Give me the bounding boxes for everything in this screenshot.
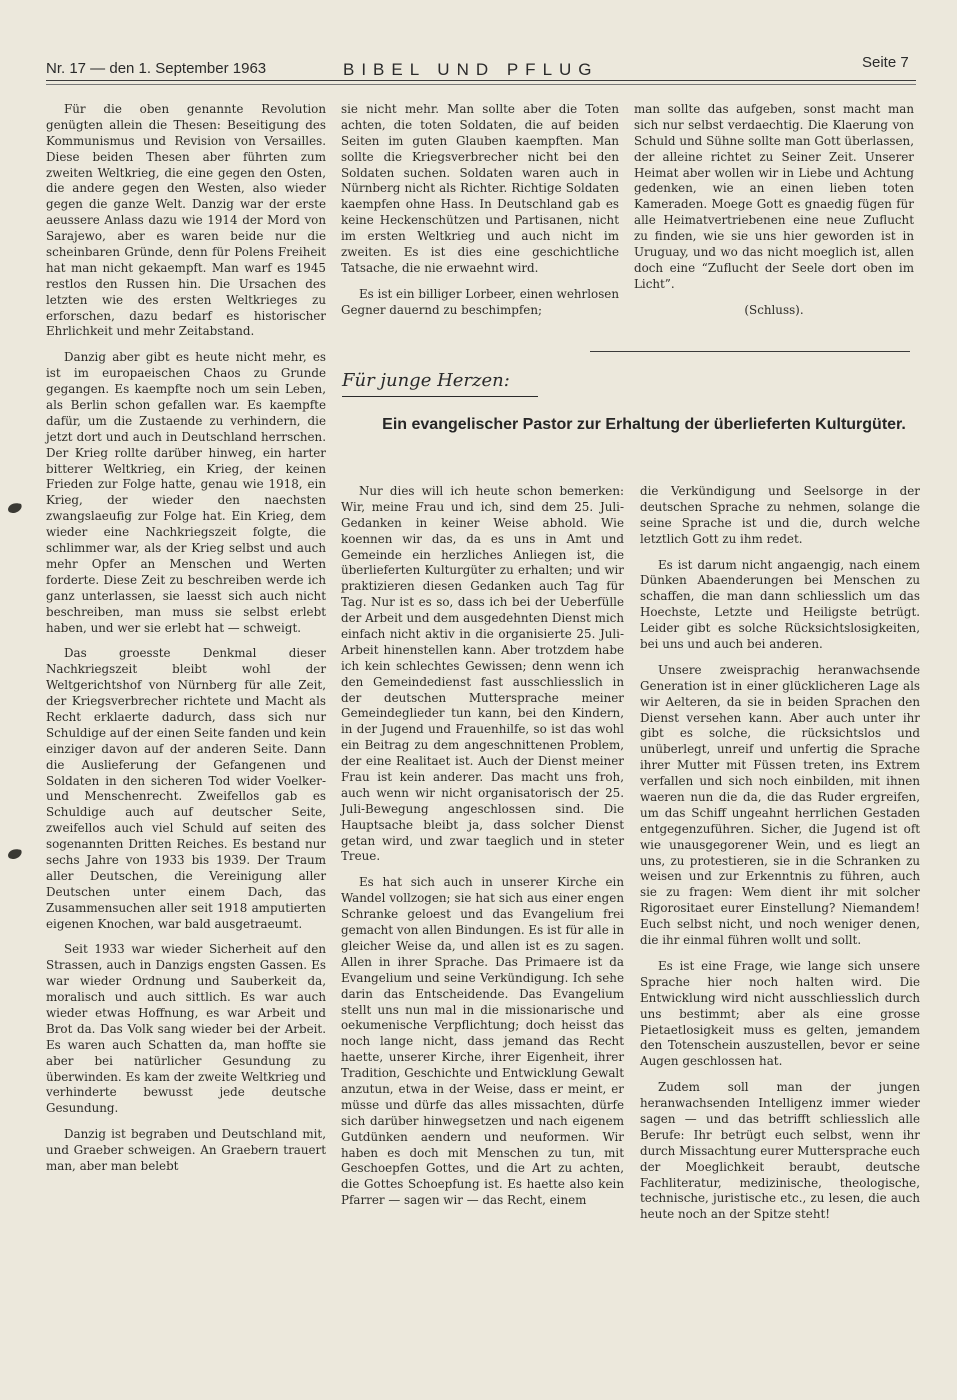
paragraph: Nur dies will ich heute schon bemerken: Wir, meine Frau und ich, sind dem 25. Juli-Gedanken in keiner Weise abhold. Wie koennen wir das, da es uns in Amt und Gemeinde ein herzliches Anliegen ist, die überlieferten Kulturgüter zu erhalten; und wir praktizieren diesen Gedanken auch Tag für Tag. Nur ist es so, dass ich bei der Ueberfülle der Arbeit und dem ausgedehnten Dienst mich einfach nicht aktiv in die organisierte 25. Juli-Arbeit hinenstellen kann. Aber trotzdem habe ich kein schlechtes Gewissen; denn wenn ich den Gemeindedienst fast ausschliesslich in der deutschen Muttersprache meiner Gemeindeglieder tun kann, bei den Kindern, in der Jugend und Frauenhilfe, so ist das wohl ein Beitrag zu dem angeschnittenen Problem, der eine Realitaet ist. Auch der Dienst meiner Frau ist kein anderer. Das macht uns froh, auch wenn wir nicht organisatorisch der 25. Juli-Bewegung angeschlossen sind. Die Hauptsache bleibt ja, dass solcher Dienst getan wird, und zwar taeglich und in steter Treue.	[341, 484, 624, 864]
paragraph: Es ist ein billiger Lorbeer, einen wehrlosen Gegner dauernd zu beschimpfen;	[341, 286, 619, 317]
paragraph: die Verkündigung und Seelsorge in der deutschen Sprache zu nehmen, solange die seine Sprache ist und die, durch welche letztlich Gott zu ihm redet.	[640, 484, 920, 546]
article-column-5	[640, 484, 920, 1233]
header-rule-secondary	[46, 84, 916, 85]
section-separator	[590, 351, 910, 352]
issue-info: Nr. 17 — den 1. September 1963	[46, 60, 267, 77]
punch-hole-icon	[6, 500, 24, 516]
punch-hole-icon	[6, 846, 24, 862]
section-rubric: Für junge Herzen:	[342, 370, 510, 391]
masthead-title: BIBEL UND PFLUG	[343, 60, 599, 79]
rubric-underline	[342, 396, 538, 397]
paragraph: Es ist darum nicht angaengig, nach einem Dünken Abaenderungen bei Menschen zu schaffen, die man dann schliesslich um das Hoechste, Letzte und Heiligste betrügt. Leider gibt es solche Rücksichtslosigkeiten, bei uns und auch bei anderen.	[640, 557, 920, 652]
paragraph: Danzig ist begraben und Deutschland mit, und Graeber schweigen. An Graebern trauert man, aber man belebt	[46, 1127, 326, 1173]
paragraph: Es hat sich auch in unserer Kirche ein Wandel vollzogen; sie hat sich aus einer engen Schranke geloest und das Evangelium frei gemacht von allen Bindungen. Es ist für alle in gleicher Weise da, und allen ist es zu sagen. Allen in ihrer Sprache. Das Primaere ist da Evangelium und seine Verkündigung. Ich sehe darin das Entscheidende. Das Evangelium stellt uns nun mal in die missionarische und oekumenische Verpflichtung; doch heisst das noch lange nicht, dass jemand das Recht haette, unserer Kirche, ihrer Eigenheit, ihrer Tradition, Geschichte und Entwicklung Gewalt anzutun, etwa in der Weise, dass er meint, er müsse und dürfe das alles missachten, dürfe sich darüber hinwegsetzen und nach eigenem Gutdünken aendern und neuformen. Wir haben es doch mit Menschen zu tun, mit Geschoepfen Gottes, und die Art zu achten, die Gottes Schoepfung ist. Es haette also kein Pfarrer — sagen wir — das Recht, einem	[341, 875, 624, 1208]
article-column-2	[341, 102, 619, 329]
paragraph: man sollte das aufgeben, sonst macht man sich nur selbst verdaechtig. Die Klaerung von Schuld und Sühne sollte man Gott überlassen, der alleine richtet zu Seiner Zeit. Unserer Heimat aber wollen wir in Liebe und Achtung gedenken, wie an einen lieben toten Kameraden. Moege Gott es gnaedig fügen für alle Heimatvertriebenen eine neue Zuflucht zu finden, wie sie uns hier geworden ist in Uruguay, und wo das nicht moeglich ist, allen doch eine “Zuflucht der Seele dort oben im Licht”.	[634, 102, 914, 291]
article-column-4	[341, 484, 624, 1219]
article-column-3	[634, 102, 914, 319]
article-column-1	[46, 102, 326, 1185]
paragraph: Danzig aber gibt es heute nicht mehr, es ist im europaeischen Chaos zu Grunde gegangen. Es kaempfte noch um sein Leben, als Berlin schon gefallen war. Es kaempfte dafür, um die Zustaende zu verhindern, die jetzt dort und auch in Deutschland herrschen. Der Krieg rollte darüber hinweg, ein harter bitterer Weltkrieg, ein Krieg, der keinen Frieden zur Folge hatte, genau wie 1918, ein Krieg, der wieder den naechsten zwangslaeufig zur Folge hat. Ein Krieg, dem wieder eine Nachkriegszeit folgte, die schlimmer war, als der Krieg selbst und auch mehr Opfer an Menschen und Werten forderte. Diese Zeit zu beschreiben werde ich ganz unterlassen, sie laesst sich auch nicht beschreiben, man muss sie selbst erlebt haben, und wer sie erlebt hat — schweigt.	[46, 350, 326, 635]
article-headline: Ein evangelischer Pastor zur Erhaltung der überlieferten Kulturgüter.	[382, 416, 906, 433]
paragraph: Unsere zweisprachig heranwachsende Generation ist in einer glücklicheren Lage als wir Aelteren, da sie in beiden Sprachen den Dienst versehen kann. Aber auch unter ihr gibt es solche, die rücksichtslos und unüberlegt, unreif und unfertig die Sprache ihrer Mutter mit Füssen treten, ins Extrem verfallen und sich noch einbilden, mit ihnen waeren nun die da, die das Ruder ergreifen, um das Schiff ungeahnt herrlichen Gestaden entgegenzuführen. Sicher, die Jugend ist oft wie unausgegorener Wein, und es liegt an uns, zu protestieren, sie in die Schranken zu weisen und zur Erkenntnis zu führen, auch sie zu fragen: Wem dient ihr mit solcher Rigorositaet eurer Einstellung? Niemandem! Euch selbst nicht, und noch weniger denen, die ihr einmal führen wollt und sollt.	[640, 662, 920, 948]
paragraph: Seit 1933 war wieder Sicherheit auf den Strassen, auch in Danzigs engsten Gassen. Es war wieder Ordnung und Sauberkeit da, moralisch und auch sittlich. Es war auch wieder etwas Hoffnung, es war Arbeit und Brot da. Das Volk sang wieder bei der Arbeit. Es waren auch Schatten da, man hoffte sie aber bei natürlicher Gesundung zu überwinden. Es kam der zweite Weltkrieg und verhinderte bewusst jede deutsche Gesundung.	[46, 942, 326, 1116]
paragraph: Das groesste Denkmal dieser Nachkriegszeit bleibt wohl der Weltgerichtshof von Nürnberg für alle Zeit, der Kriegsverbrecher richtete und Macht als Recht erklaerte dadurch, dass sich nur Schuldige auf der einen Seite fanden und kein einziger davon auf der anderen Seite. Dann die Auslieferung der Gefangenen und Soldaten in den sicheren Tod wider Voelker- und Menschenrecht. Zweifellos gab es Schuldige auch auf deutscher Seite, zweifellos auch viel Schuld auf seiten des sogenannten Dritten Reiches. Es bestand nur sechs Jahre von 1933 bis 1939. Der Traum aller Deutschen, die Vereinigung aller Deutschen unter einem Dach, das Zusammensuchen aller seit 1918 amputierten eigenen Knochen, war bald ausgetraeumt.	[46, 646, 327, 931]
page-number: Seite 7	[862, 54, 909, 71]
paragraph: Für die oben genannte Revolution genügten allein die Thesen: Beseitigung des Kommunismus und Revision von Versailles. Diese beiden Thesen aber führten zum zweiten Weltkrieg, die eine gegen den Osten, die andere gegen den Westen, also wieder gegen die ganze Welt. Danzig war der erste aeussere Anlass dazu wie 1914 der Mord von Sarajewo, aber es waren beide nur die scheinbaren Gründe, denn für Polens Freiheit hat man nicht gekaempft. Man warf es 1945 restlos den Russen hin. Die Ursachen des letzten wie des ersten Weltkrieges zu erforschen, dazu bedarf es historischer Ehrlichkeit und mehr Zeitabstand.	[46, 102, 326, 339]
paragraph: Es ist eine Frage, wie lange sich unsere Sprache hier noch halten wird. Die Entwicklung wird nicht ausschliesslich durch uns bestimmt; aber als eine grosse Pietaetlosigkeit muss es gelten, jemandem den Totenschein auszustellen, bevor er seine Augen geschlossen hat.	[640, 958, 920, 1069]
paragraph: Zudem soll man der jungen heranwachsenden Intelligenz immer wieder sagen — und das betrifft schliesslich alle Berufe: Ihr betrügt euch selbst, wenn ihr durch Missachtung eurer Muttersprache euch der Moeglichkeit beraubt, deutsche Fachliteratur, medizinische, theologische, technische, juristische etc., zu lesen, die auch heute noch an der Spitze steht!	[640, 1080, 920, 1222]
paragraph: sie nicht mehr. Man sollte aber die Toten achten, die toten Soldaten, die auf beiden Seiten im guten Glauben kaempften. Man sollte die Kriegsverbrecher nicht bei den Soldaten suchen. Soldaten waren auch in Nürnberg nicht als Richter. Richtige Soldaten kaempfen ohne Hass. In Deutschland gab es keine Heckenschützen und Partisanen, nicht im ersten Weltkrieg und auch nicht im zweiten. Es ist dies eine geschichtliche Tatsache, die nie erwaehnt wird.	[341, 102, 619, 275]
article-closing: (Schluss).	[744, 302, 804, 317]
header-rule	[46, 80, 916, 81]
